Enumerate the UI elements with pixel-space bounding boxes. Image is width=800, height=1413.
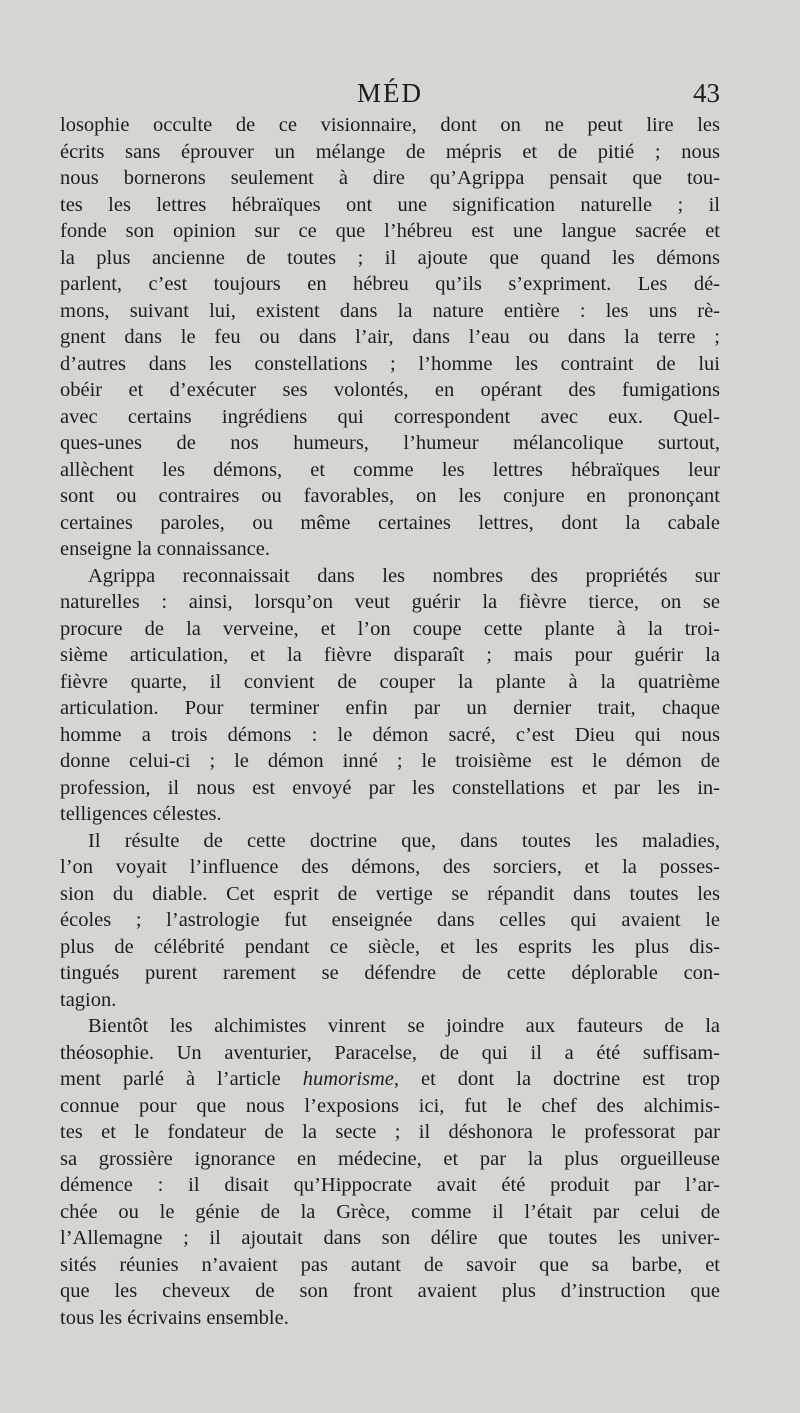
text-line-content: sion du diable. Cet esprit de vertige se répandit dans toutes les: [60, 882, 720, 905]
text-line-content: la plus ancienne de toutes ; il ajoute que quand les démons: [60, 246, 720, 269]
text-line-content: gnent dans le feu ou dans l’air, dans l’eau ou dans la terre ;: [60, 326, 720, 348]
text-line: [60, 801, 720, 828]
text-line-content: sités réunies n’avaient pas autant de savoir que sa barbe, et: [60, 1253, 720, 1276]
text-line: [60, 1040, 720, 1067]
text-line-content: losophie occulte de ce visionnaire, dont on ne peut lire les: [60, 114, 720, 136]
text-line-content: certaines paroles, ou même certaines lettres, dont la cabale: [60, 511, 720, 534]
text-line: [60, 324, 720, 351]
running-head: MÉD: [357, 78, 423, 108]
text-line-content: donne celui-ci ; le démon inné ; le troisième est le démon de: [60, 750, 720, 772]
page-header: [60, 78, 720, 112]
text-line-content: Agrippa reconnaissait dans les nombres des propriétés sur: [88, 564, 720, 587]
text-line-content: tous les écrivains ensemble.: [60, 1306, 289, 1329]
text-line-content: , et dont la doctrine est trop: [393, 1068, 720, 1090]
text-line-content: procure de la verveine, et l’on coupe cette plante à la troi-: [60, 617, 720, 640]
text-line: [60, 165, 720, 192]
italic-term: humorisme: [302, 1068, 394, 1090]
text-line-content: allèchent les démons, et comme les lettres hébraïques leur: [60, 458, 720, 481]
text-line-content: chée ou le génie de la Grèce, comme il l’était par celui de: [60, 1200, 720, 1223]
text-line-content: parlent, c’est toujours en hébreu qu’ils s’expriment. Les dé-: [60, 273, 720, 295]
text-line: [60, 298, 720, 325]
text-line-content: profession, il nous est envoyé par les constellations et par les in-: [60, 776, 720, 799]
text-line: [60, 1172, 720, 1199]
text-line-content: plus de célébrité pendant ce siècle, et les esprits les plus dis-: [60, 935, 720, 958]
text-line: [60, 1013, 720, 1040]
text-line: [60, 1093, 720, 1120]
text-line: [60, 669, 720, 696]
text-line-content: ment parlé à l’article: [60, 1068, 303, 1090]
text-line-content: écrits sans éprouver un mélange de mépris et de pitié ; nous: [60, 140, 720, 163]
text-line-content: que les cheveux de son front avaient plus d’instruction que: [60, 1280, 720, 1302]
text-line-content: connue pour que nous l’exposions ici, fut le chef des alchimis-: [60, 1094, 720, 1117]
text-line: [60, 616, 720, 643]
text-line: [60, 139, 720, 166]
text-line: [60, 1146, 720, 1173]
text-line-content: telligences célestes.: [60, 803, 222, 825]
text-line-content: l’on voyait l’influence des démons, des sorciers, et la posses-: [60, 856, 720, 878]
page-number: 43: [693, 78, 720, 108]
text-line: [60, 1199, 720, 1226]
text-line-content: l’Allemagne ; il ajoutait dans son délire que toutes les univer-: [60, 1227, 720, 1249]
text-line: [60, 1252, 720, 1279]
text-line: [60, 934, 720, 961]
text-line-content: sont ou contraires ou favorables, on les conjure en prononçant: [60, 485, 720, 507]
text-line-content: homme a trois démons : le démon sacré, c’est Dieu qui nous: [60, 723, 720, 746]
text-line: [60, 1278, 720, 1305]
text-line-content: articulation. Pour terminer enfin par un dernier trait, chaque: [60, 697, 720, 719]
text-line-content: tes et le fondateur de la secte ; il déshonora le professorat par: [60, 1121, 720, 1143]
text-line-content: écoles ; l’astrologie fut enseignée dans celles qui avaient le: [60, 909, 720, 931]
text-line: [60, 536, 720, 563]
text-line: [60, 1119, 720, 1146]
text-line-content: tagion.: [60, 988, 117, 1011]
text-line: [60, 748, 720, 775]
text-line-content: fièvre quarte, il convient de couper la plante à la quatrième: [60, 670, 720, 693]
text-line-content: d’autres dans les constellations ; l’homme les contraint de lui: [60, 352, 720, 375]
text-line: [60, 881, 720, 908]
text-line: [60, 218, 720, 245]
text-line: [60, 1066, 720, 1093]
body-text: [60, 112, 720, 1331]
text-line-content: théosophie. Un aventurier, Paracelse, de qui il a été suffisam-: [60, 1041, 720, 1064]
text-line-content: sa grossière ignorance en médecine, et par la plus orgueilleuse: [60, 1147, 720, 1170]
text-line-content: Bientôt les alchimistes vinrent se joindre aux fauteurs de la: [88, 1015, 720, 1037]
text-line: [60, 960, 720, 987]
text-line-content: Il résulte de cette doctrine que, dans toutes les maladies,: [88, 829, 720, 852]
text-line: [60, 377, 720, 404]
text-line: [60, 563, 720, 590]
text-line: [60, 351, 720, 378]
text-line: [60, 695, 720, 722]
text-line: [60, 404, 720, 431]
text-line-content: avec certains ingrédiens qui correspondent avec eux. Quel-: [60, 405, 720, 428]
text-line: [60, 112, 720, 139]
text-line: [60, 271, 720, 298]
text-line: [60, 722, 720, 749]
text-line-content: tingués purent rarement se défendre de cette déplorable con-: [60, 962, 720, 984]
text-line-content: obéir et d’exécuter ses volontés, en opérant des fumigations: [60, 379, 720, 401]
text-line: [60, 987, 720, 1014]
text-line: [60, 457, 720, 484]
text-line-content: naturelles : ainsi, lorsqu’on veut guérir la fièvre tierce, on se: [60, 591, 720, 613]
text-line: [60, 854, 720, 881]
text-line: [60, 245, 720, 272]
text-line-content: nous bornerons seulement à dire qu’Agrippa pensait que tou-: [60, 167, 720, 189]
text-line: [60, 430, 720, 457]
text-line-content: démence : il disait qu’Hippocrate avait été produit par l’ar-: [60, 1174, 720, 1196]
text-line-content: sième articulation, et la fièvre disparaît ; mais pour guérir la: [60, 644, 720, 666]
text-line-content: ques-unes de nos humeurs, l’humeur mélancolique surtout,: [60, 432, 720, 454]
text-line-content: mons, suivant lui, existent dans la nature entière : les uns rè-: [60, 299, 720, 322]
text-line: [60, 775, 720, 802]
text-line: [60, 1225, 720, 1252]
text-line: [60, 642, 720, 669]
text-line-content: tes les lettres hébraïques ont une signification naturelle ; il: [60, 193, 720, 216]
text-line: [60, 589, 720, 616]
text-line: [60, 828, 720, 855]
text-line: [60, 907, 720, 934]
text-line-content: fonde son opinion sur ce que l’hébreu est une langue sacrée et: [60, 220, 720, 242]
text-line: [60, 510, 720, 537]
text-line-content: enseigne la connaissance.: [60, 538, 271, 560]
text-line: [60, 192, 720, 219]
text-line: [60, 483, 720, 510]
text-line: [60, 1305, 720, 1332]
